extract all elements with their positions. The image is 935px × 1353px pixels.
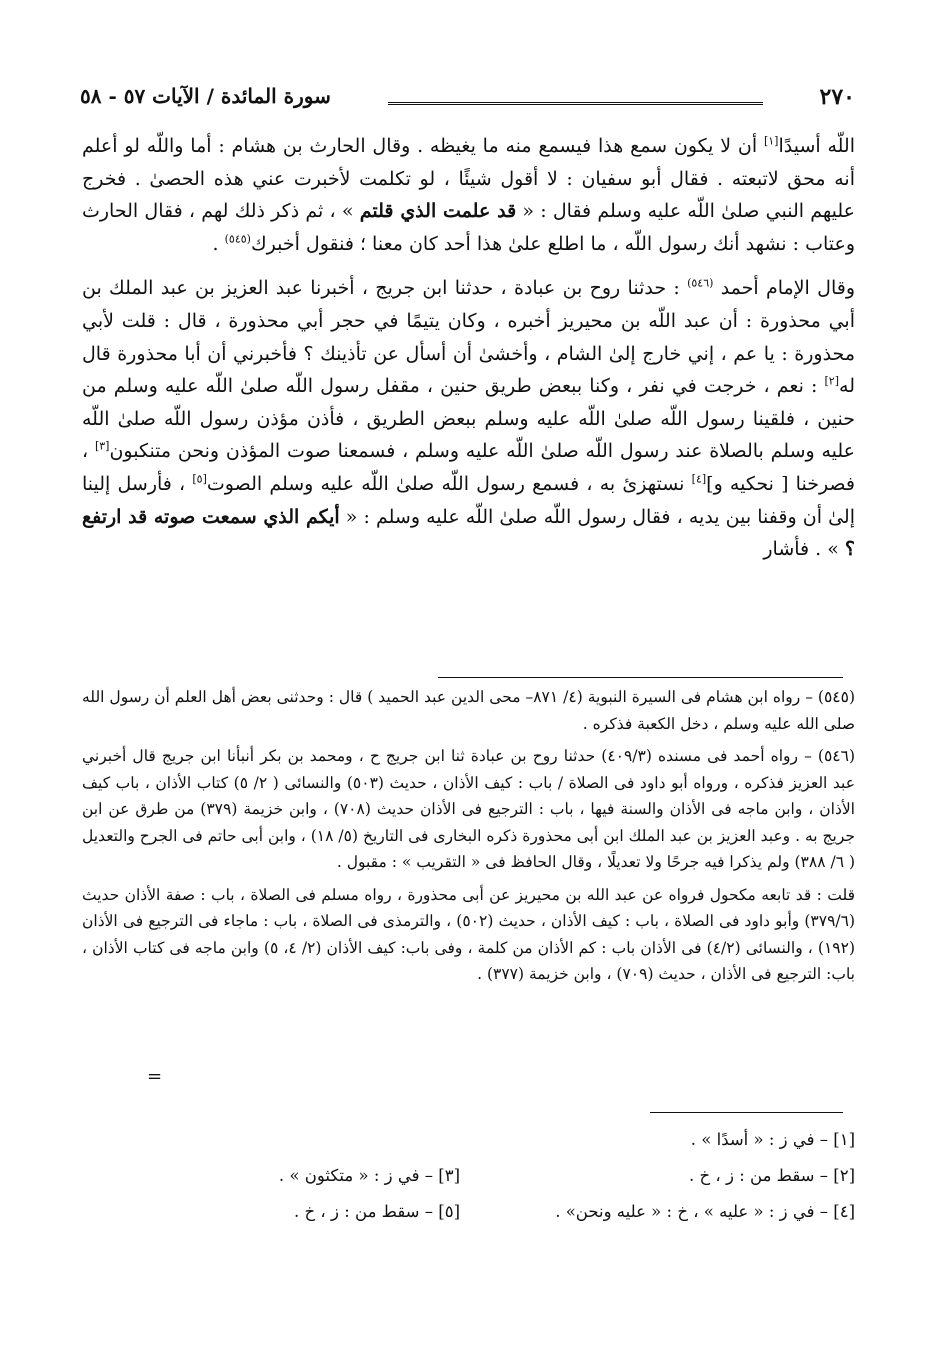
paragraph-2: [82, 272, 855, 565]
text-segment: وقال الإمام أحمد: [713, 277, 855, 300]
header-rule: [388, 102, 763, 105]
text-segment: نستهزئ به ، فسمع رسول اللّه صلىٰ اللّه عليه وسلم الصوت: [206, 472, 692, 495]
text-segment: .: [212, 232, 225, 255]
footnote-545: (٥٤٥) – رواه ابن هشام فى السيرة النبوية (٤/ ٨٧١– محى الدين عبد الحميد ) قال : وحدثنى بعض أهل العلم أن رسول الله صلى الله عليه وسلم ، دخل الكعبة فذكره .: [82, 688, 856, 733]
text-segment: : حدثنا روح بن عبادة ، حدثنا ابن جريج ، أخبرنا عبد العزيز بن عبد الملك بن أبي محذورة : أن عبد اللّه بن محيريز أخبره ، وكان يتيمًا في حجر أبي محذورة ، قال : قلت لأبي محذورة : يا عم ، إني خارج إلىٰ الشام ، وأخشىٰ أن أسأل عن تأذينك ؟ فأخبرني أن أبا محذورة قال له: [82, 277, 855, 398]
page-number: ٢٧٠: [819, 84, 855, 110]
variant-row: [82, 1122, 855, 1158]
variant-ref: [٣]: [94, 440, 110, 454]
sura-title: سورة المائدة / الآيات ٥٧ - ٥٨: [80, 84, 331, 108]
variant-readings: [82, 1122, 855, 1230]
footnote-546: (٥٤٦) – رواه أحمد فى مسنده (٤٠٩/٣) حدثنا روح بن عبادة ثنا ابن جريج ح ، ومحمد بن بكر أنبأنا ابن جريج قال أخبرني عبد العزيز فذكره ، ورواه أبو داود فى الصلاة / باب : كيف الأذان ، حديث (٥٠٣) والنسائى ( ٢/ ٥) كتاب الأذان ، باب كيف الأذان ، وابن ماجه فى الأذان والسنة فيها ، باب : الترجيع فى الأذان حديث (٧٠٨) ، وابن خزيمة (٣٧٩) من طرق عن ابن جريج به . وعبد العزيز بن عبد الملك ابن أبى محذورة ذكره البخارى فى التاريخ (٥/ ١٨) ، وابن أبى حاتم فى الجرح والتعديل ( ٦/ ٣٨٨) ولم يذكرا فيه جرحًا ولا تعديلًا ، وقال الحافظ فى « التقريب » : مقبول .: [82, 747, 855, 871]
footnote-separator: [438, 677, 843, 678]
variant-ref: [٢]: [824, 374, 840, 388]
page-header: [80, 82, 855, 118]
footnotes: [82, 684, 855, 994]
footnote-ref: (٥٤٥): [224, 232, 251, 246]
text-segment: : نعم ، خرجت في نفر ، وكنا ببعض طريق حنين ، مقفل رسول اللّه صلىٰ اللّه عليه وسلم من حنين ، فلقينا رسول اللّه صلىٰ اللّه عليه وسلم ببعض الطريق ، فأذن مؤذن رسول اللّه صلىٰ اللّه عليه وسلم بالصلاة عند رسول اللّه صلىٰ اللّه عليه وسلم ، فسمعنا صوت المؤذن ونحن متنكبون: [82, 375, 856, 463]
text-segment: ، فأرسل إلينا إلىٰ أن وقفنا بين يديه ، فقال رسول اللّه صلىٰ اللّه عليه وسلم : «: [82, 472, 855, 528]
main-text: [82, 130, 855, 566]
text-segment: » . فأشار: [763, 538, 845, 561]
variant-row: [82, 1194, 855, 1230]
footnote-note: قلت : قد تابعه مكحول فرواه عن عبد الله بن محيريز عن أبى محذورة ، رواه مسلم فى الصلاة ، باب : صفة الأذان حديث (٣٧٩/٦) وأبو داود فى الصلاة ، باب : كيف الأذان ، حديث (٥٠٢) ، والترمذى فى الصلاة ، باب : ماجاء فى الترجيع فى الأذان (١٩٢) ، والنسائى (٤/٢) فى الأذان باب : كم الأذان من كلمة ، وفى باب: كيف الأذان (٢/ ٤، ٥) وابن ماجه فى كتاب الأذان ، باب: الترجيع فى الأذان ، حديث (٧٠٩) ، وابن خزيمة (٣٧٧) .: [82, 885, 856, 983]
hadith-quote: قد علمت الذي قلتم: [359, 200, 517, 223]
continuation-mark: =: [147, 1066, 163, 1087]
variant-5: [٥] – سقط من : ز ، خ .: [294, 1202, 460, 1221]
variant-ref: [٤]: [691, 472, 707, 486]
text-segment: اللّه أسيدًا: [778, 135, 855, 157]
variant-ref: [١]: [763, 134, 779, 148]
footnote-ref: (٥٤٦): [687, 277, 714, 291]
paragraph-1: [82, 130, 855, 260]
variant-3: [٣] – في ز : « متكثون » .: [278, 1166, 460, 1185]
variant-ref: [٥]: [192, 472, 207, 486]
variant-2: [٢] – سقط من : ز ، خ .: [689, 1166, 855, 1185]
variant-4: [٤] – في ز : « عليه » ، خ : « عليه ونحن» .: [555, 1202, 855, 1221]
text-segment: ، فصرخنا [ نحكيه و]: [82, 440, 855, 495]
hadith-quote: أيكم الذي سمعت صوته قد ارتفع ؟: [82, 505, 855, 561]
variants-separator: [650, 1112, 843, 1113]
text-segment: » ، ثم ذكر ذلك لهم ، فقال الحارث وعتاب : نشهد أنك رسول اللّه ، ما اطلع علىٰ هذا أحد كان معنا ؛ فنقول أخبرك: [82, 200, 855, 255]
variant-1: [١] – في ز : « أسدًا » .: [690, 1130, 855, 1149]
variant-row: [82, 1158, 855, 1194]
text-segment: أن لا يكون سمع هذا فيسمع منه ما يغيظه . وقال الحارث بن هشام : أما واللّه لو أعلم أنه محق لاتبعته . فقال أبو سفيان : لا أقول شيئًا ، لو تكلمت لأخبرت عني هذه الحصىٰ . فخرج عليهم النبي صلىٰ اللّه عليه وسلم فقال : «: [82, 135, 856, 223]
